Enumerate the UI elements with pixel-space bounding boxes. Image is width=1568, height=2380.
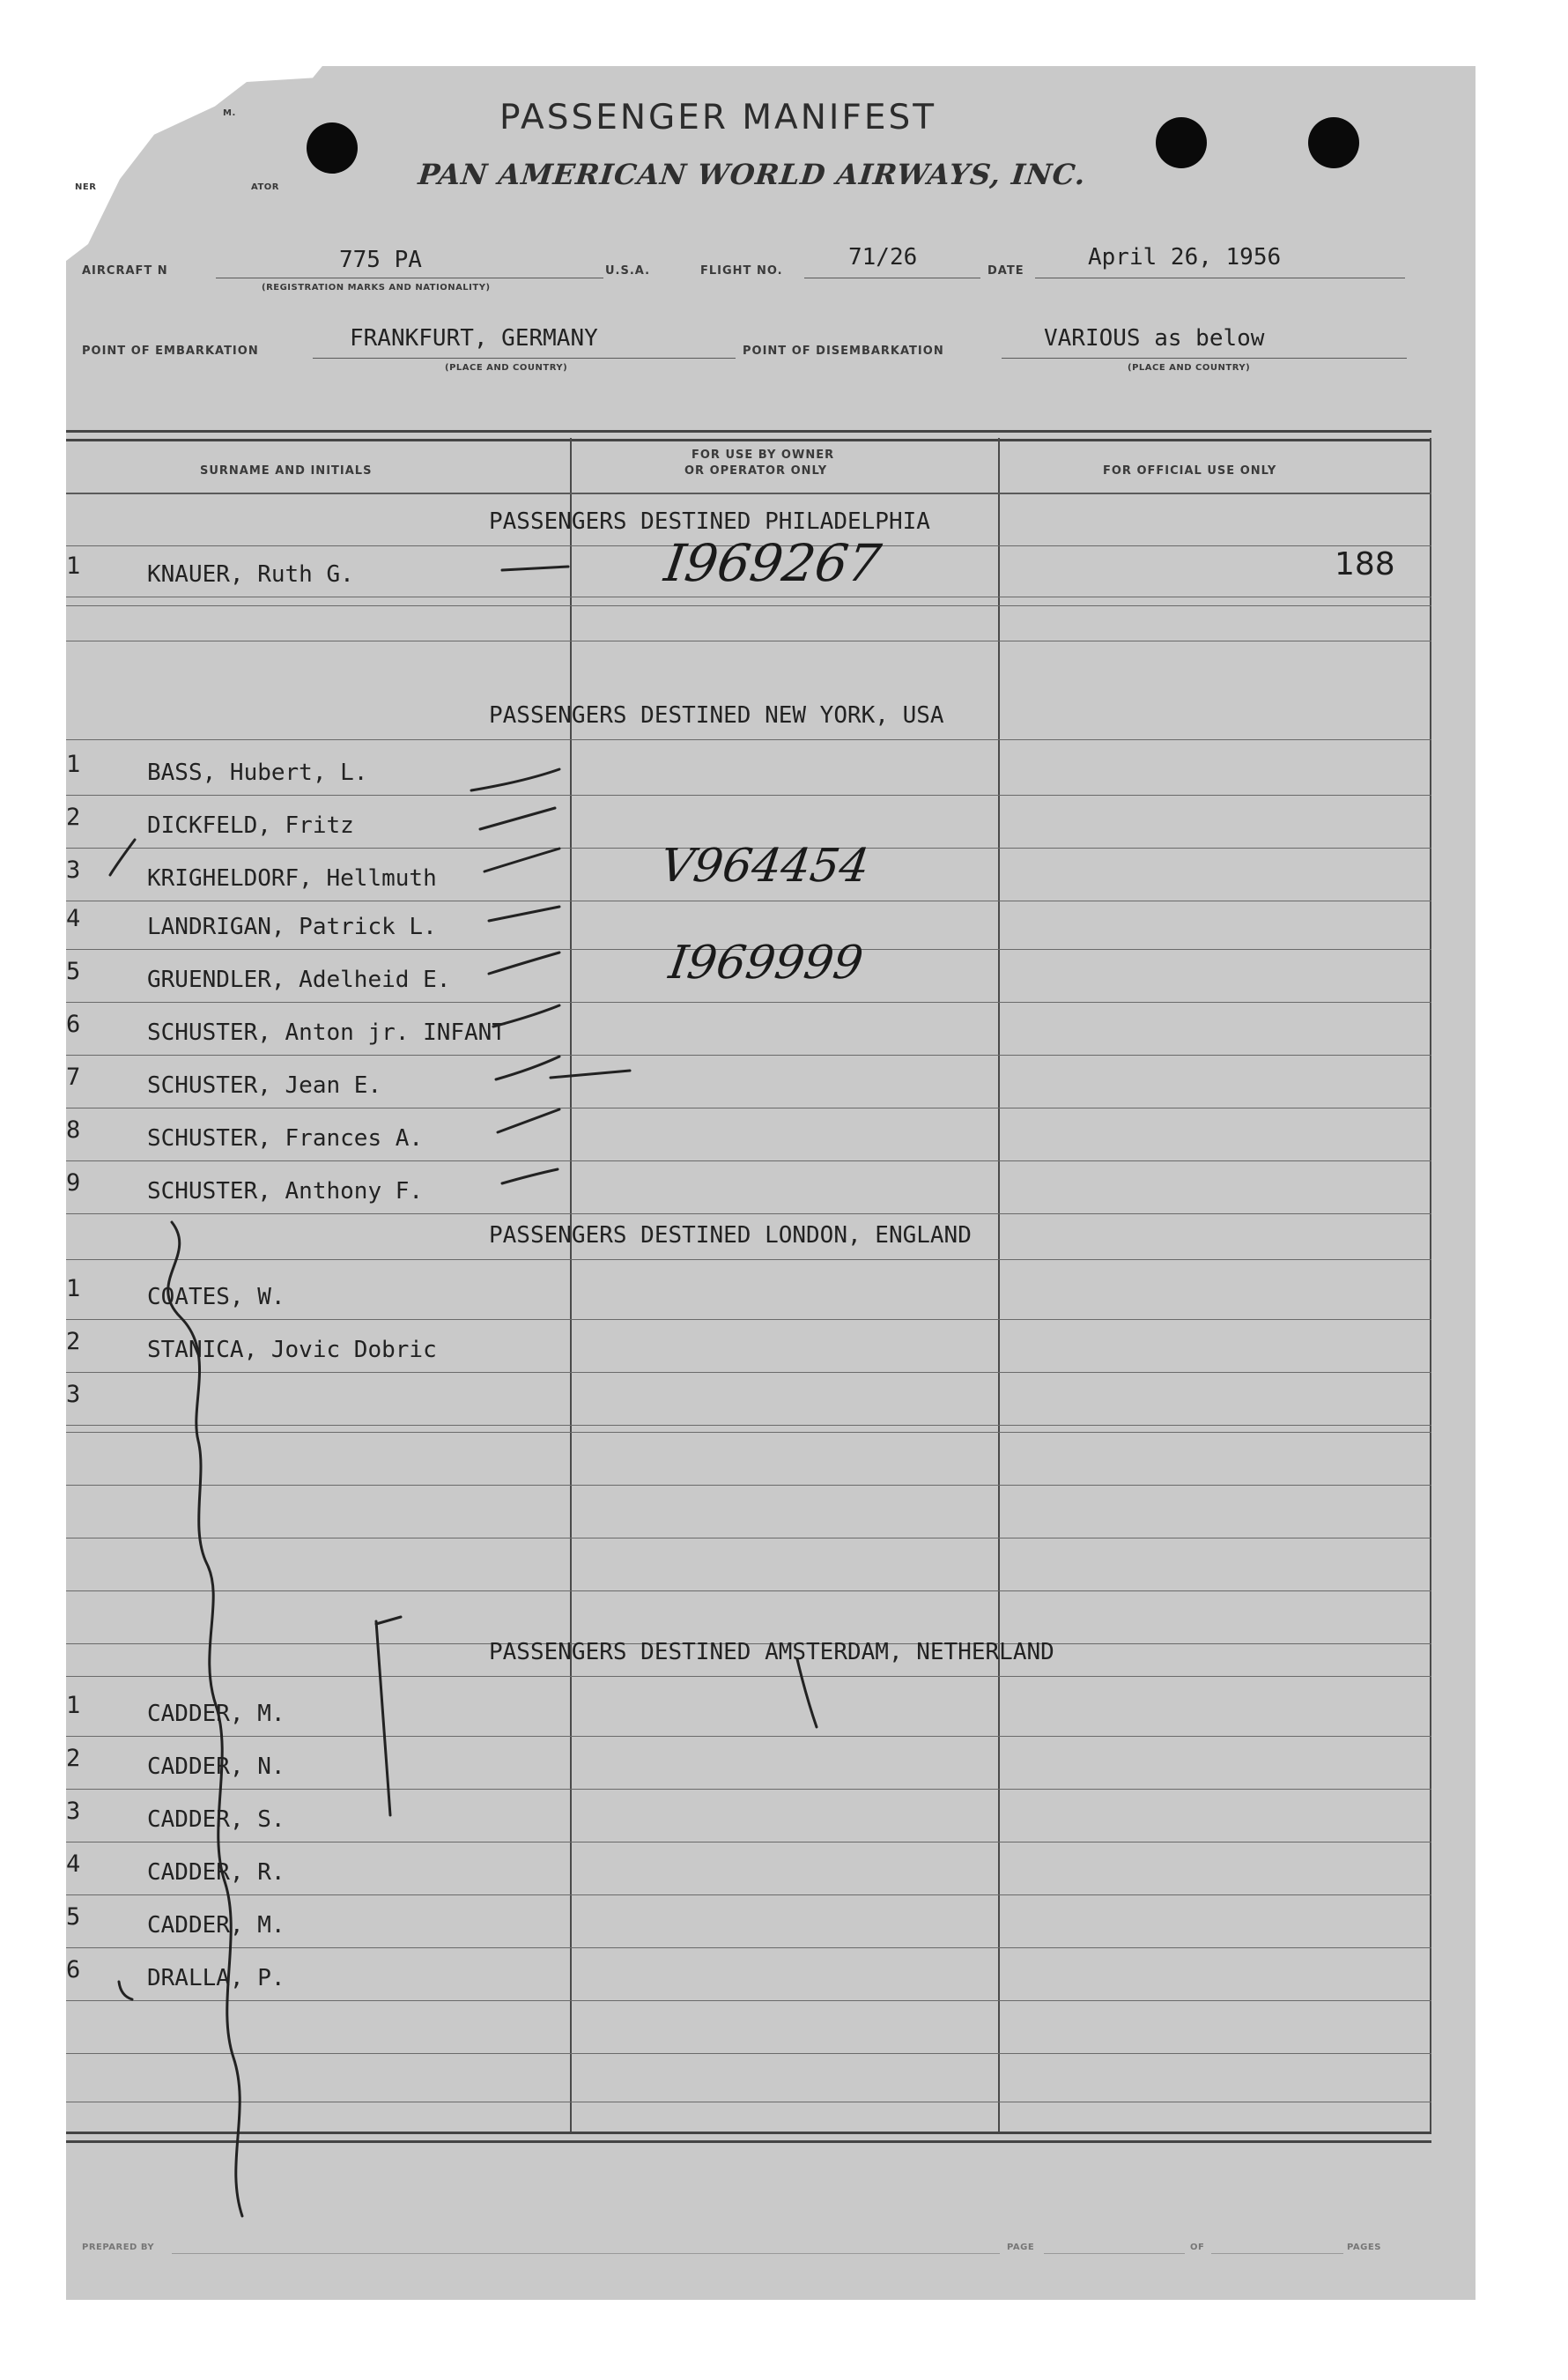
official-number: 188 (1335, 546, 1395, 582)
row-number: 3 (66, 1381, 81, 1408)
handwritten-number-philadelphia: I969267 (661, 533, 885, 593)
passenger-name: BASS, Hubert, L. (147, 760, 368, 786)
passenger-name: COATES, W. (147, 1284, 285, 1310)
tick-mark (502, 1169, 558, 1183)
row-number: 2 (66, 1745, 81, 1772)
operator-label: ATOR (251, 182, 279, 192)
row-number: 3 (66, 856, 81, 884)
passenger-name: DICKFELD, Fritz (147, 812, 354, 839)
disembarkation-value: VARIOUS as below (1044, 325, 1265, 352)
passenger-name: LANDRIGAN, Patrick L. (147, 914, 437, 940)
section-heading-amsterdam: PASSENGERS DESTINED AMSTERDAM, NETHERLAND (489, 1639, 1054, 1665)
disembarkation-label: POINT OF DISEMBARKATION (743, 345, 944, 358)
section-heading-new-york: PASSENGERS DESTINED NEW YORK, USA (489, 702, 944, 729)
page-label: PAGE (1007, 2243, 1035, 2252)
passenger-name: CADDER, M. (147, 1912, 285, 1939)
aircraft-value: 775 PA (339, 247, 422, 273)
prepared-by-label: PREPARED BY (82, 2243, 155, 2252)
passenger-name: SCHUSTER, Frances A. (147, 1125, 424, 1152)
page-title: PASSENGER MANIFEST (499, 98, 937, 137)
column-stroke (376, 1617, 401, 1624)
date-value: April 26, 1956 (1088, 244, 1282, 271)
handwritten-six (119, 1982, 132, 1999)
row-number: 7 (66, 1064, 81, 1091)
flight-label: FLIGHT NO. (700, 264, 783, 278)
tick-mark (493, 1005, 559, 1027)
row-number: 6 (66, 1011, 81, 1038)
row-number: 5 (66, 958, 81, 985)
flight-value: 71/26 (848, 244, 918, 271)
embarkation-label: POINT OF EMBARKATION (82, 345, 259, 358)
passenger-name: CADDER, R. (147, 1859, 285, 1886)
section-heading-philadelphia: PASSENGERS DESTINED PHILADELPHIA (489, 508, 930, 535)
row-number: 4 (66, 905, 81, 932)
row-number: 5 (66, 1903, 81, 1931)
column-header-owner-1: FOR USE BY OWNER (692, 449, 835, 462)
passenger-name: DRALLA, P. (147, 1965, 285, 1991)
passenger-name: CADDER, S. (147, 1806, 285, 1833)
column-stroke (797, 1659, 817, 1727)
tick-mark (489, 907, 559, 921)
row-number: 6 (66, 1956, 81, 1983)
passenger-name: KNAUER, Ruth G. (147, 561, 354, 588)
disembarkation-sublabel: (PLACE AND COUNTRY) (1128, 363, 1251, 373)
tick-mark (498, 1109, 559, 1132)
passenger-name: CADDER, N. (147, 1753, 285, 1780)
pages-label: PAGES (1347, 2243, 1381, 2252)
tick-mark (480, 808, 555, 829)
passenger-name: STANICA, Jovic Dobric (147, 1337, 437, 1363)
column-stroke (376, 1621, 390, 1815)
passenger-name: SCHUSTER, Jean E. (147, 1072, 382, 1099)
check-mark (110, 840, 135, 875)
row-number: 4 (66, 1850, 81, 1878)
tick-mark (471, 769, 559, 790)
aircraft-sublabel: (REGISTRATION MARKS AND NATIONALITY) (262, 283, 491, 293)
embarkation-sublabel: (PLACE AND COUNTRY) (445, 363, 568, 373)
row-number: 2 (66, 804, 81, 831)
passenger-name: CADDER, M. (147, 1701, 285, 1727)
date-label: DATE (987, 264, 1024, 278)
passenger-name: GRUENDLER, Adelheid E. (147, 967, 451, 993)
of-label: OF (1190, 2243, 1205, 2252)
company-name: PAN AMERICAN WORLD AIRWAYS, INC. (417, 158, 1088, 191)
tick-mark (502, 567, 568, 570)
embarkation-value: FRANKFURT, GERMANY (350, 325, 598, 352)
tick-mark (551, 1071, 630, 1078)
column-header-official: FOR OFFICIAL USE ONLY (1103, 464, 1277, 478)
column-header-surname: SURNAME AND INITIALS (200, 464, 373, 478)
row-number: 8 (66, 1116, 81, 1144)
row-number: 1 (66, 1692, 81, 1719)
passenger-name: KRIGHELDORF, Hellmuth (147, 865, 437, 892)
row-number: 1 (66, 1275, 81, 1302)
section-heading-london: PASSENGERS DESTINED LONDON, ENGLAND (489, 1222, 972, 1249)
tick-mark (489, 953, 559, 974)
passenger-name: SCHUSTER, Anthony F. (147, 1178, 424, 1205)
column-header-owner-2: OR OPERATOR ONLY (684, 464, 828, 478)
row-number: 1 (66, 552, 81, 580)
aircraft-label: AIRCRAFT N (82, 264, 168, 278)
handwritten-number-krigheldorf: V964454 (656, 840, 873, 893)
row-number: 2 (66, 1328, 81, 1355)
passenger-name: SCHUSTER, Anton jr. INFANT (147, 1019, 506, 1046)
owner-label: NER (75, 182, 97, 192)
corner-label: M. (223, 108, 236, 118)
tick-mark (484, 849, 559, 871)
manifest-sheet (66, 66, 1476, 2300)
row-number: 9 (66, 1169, 81, 1197)
tick-mark (496, 1057, 559, 1079)
row-number: 3 (66, 1798, 81, 1825)
row-number: 1 (66, 751, 81, 778)
squiggle-line (168, 1222, 242, 2216)
handwriting-overlay (66, 66, 1476, 2300)
handwritten-number-gruendler: I969999 (665, 937, 867, 990)
usa-label: U.S.A. (605, 264, 651, 278)
